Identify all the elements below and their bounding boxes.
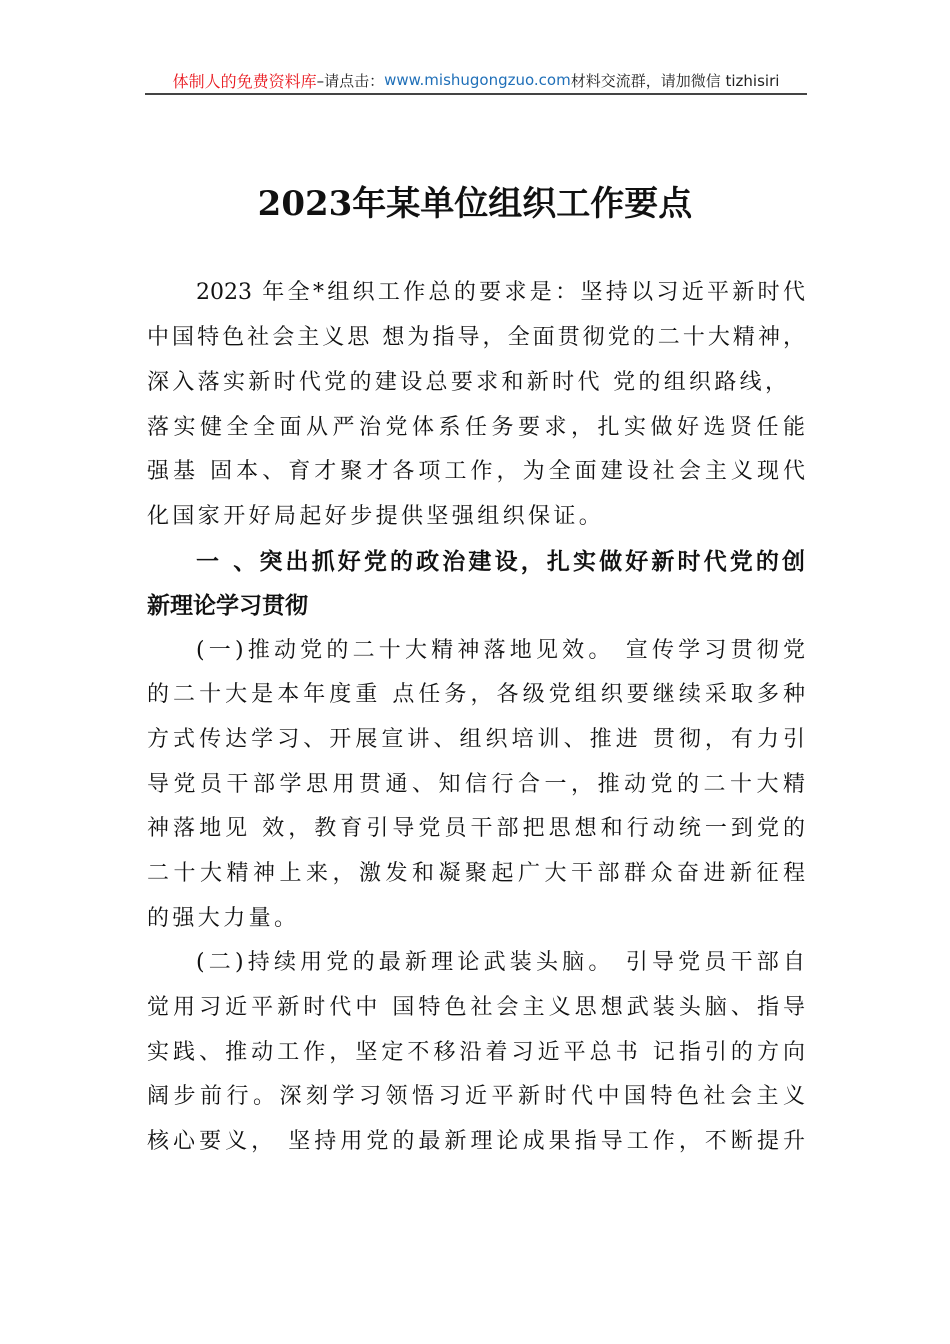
header-note: 材料交流群，请加微信 tizhisiri	[570, 71, 780, 90]
paragraph-line: 落实健全全面从严治党体系任务要求，扎实做好选贤任能	[147, 415, 805, 440]
paragraph-line: 导党员干部学思用贯通、知信行合一，推动党的二十大精	[147, 772, 805, 797]
paragraph-line: 方式传达学习、开展宣讲、组织培训、推进 贯彻，有力引	[147, 727, 805, 752]
paragraph-line: (二)持续用党的最新理论武装头脑。 引导党员干部自	[196, 950, 805, 975]
paragraph-line: 2023 年全*组织工作总的要求是：坚持以习近平新时代	[196, 280, 805, 305]
paragraph-line: 阔步前行。深刻学习领悟习近平新时代中国特色社会主义	[147, 1084, 805, 1109]
paragraph-line: 的二十大是本年度重 点任务，各级党组织要继续采取多种	[147, 682, 805, 707]
paragraph-line: 强基 固本、育才聚才各项工作，为全面建设社会主义现代	[147, 459, 805, 484]
paragraph-line: 的强大力量。	[147, 906, 300, 931]
section-heading: 一 、突出抓好党的政治建设，扎实做好新时代党的创	[196, 549, 805, 575]
paragraph-line: 实践、推动工作，坚定不移沿着习近平总书 记指引的方向	[147, 1040, 805, 1065]
header-divider	[145, 93, 807, 95]
paragraph-line: 神落地见 效，教育引导党员干部把思想和行动统一到党的	[147, 816, 805, 841]
header-site-name: 体制人的免费资料库	[172, 71, 317, 91]
paragraph-line: 中国特色社会主义思 想为指导，全面贯彻党的二十大精神，	[147, 325, 805, 350]
paragraph-line: (一)推动党的二十大精神落地见效。 宣传学习贯彻党	[196, 638, 805, 663]
paragraph-line: 觉用习近平新时代中 国特色社会主义思想武装头脑、指导	[147, 995, 805, 1020]
paragraph-line: 核心要义， 坚持用党的最新理论成果指导工作，不断提升	[147, 1129, 805, 1154]
header-prompt: –请点击：	[316, 71, 385, 90]
paragraph-line: 深入落实新时代党的建设总要求和新时代 党的组织路线，	[147, 370, 787, 395]
paragraph-line: 二十大精神上来，激发和凝聚起广大干部群众奋进新征程	[147, 861, 805, 886]
watermark-header	[145, 68, 807, 92]
header-url-link[interactable]: www.mishugongzuo.com	[384, 71, 571, 89]
paragraph-line: 化国家开好局起好步提供坚强组织保证。	[147, 504, 605, 529]
document-title: 2023年某单位组织工作要点	[257, 184, 693, 224]
section-heading: 新理论学习贯彻	[147, 593, 308, 619]
